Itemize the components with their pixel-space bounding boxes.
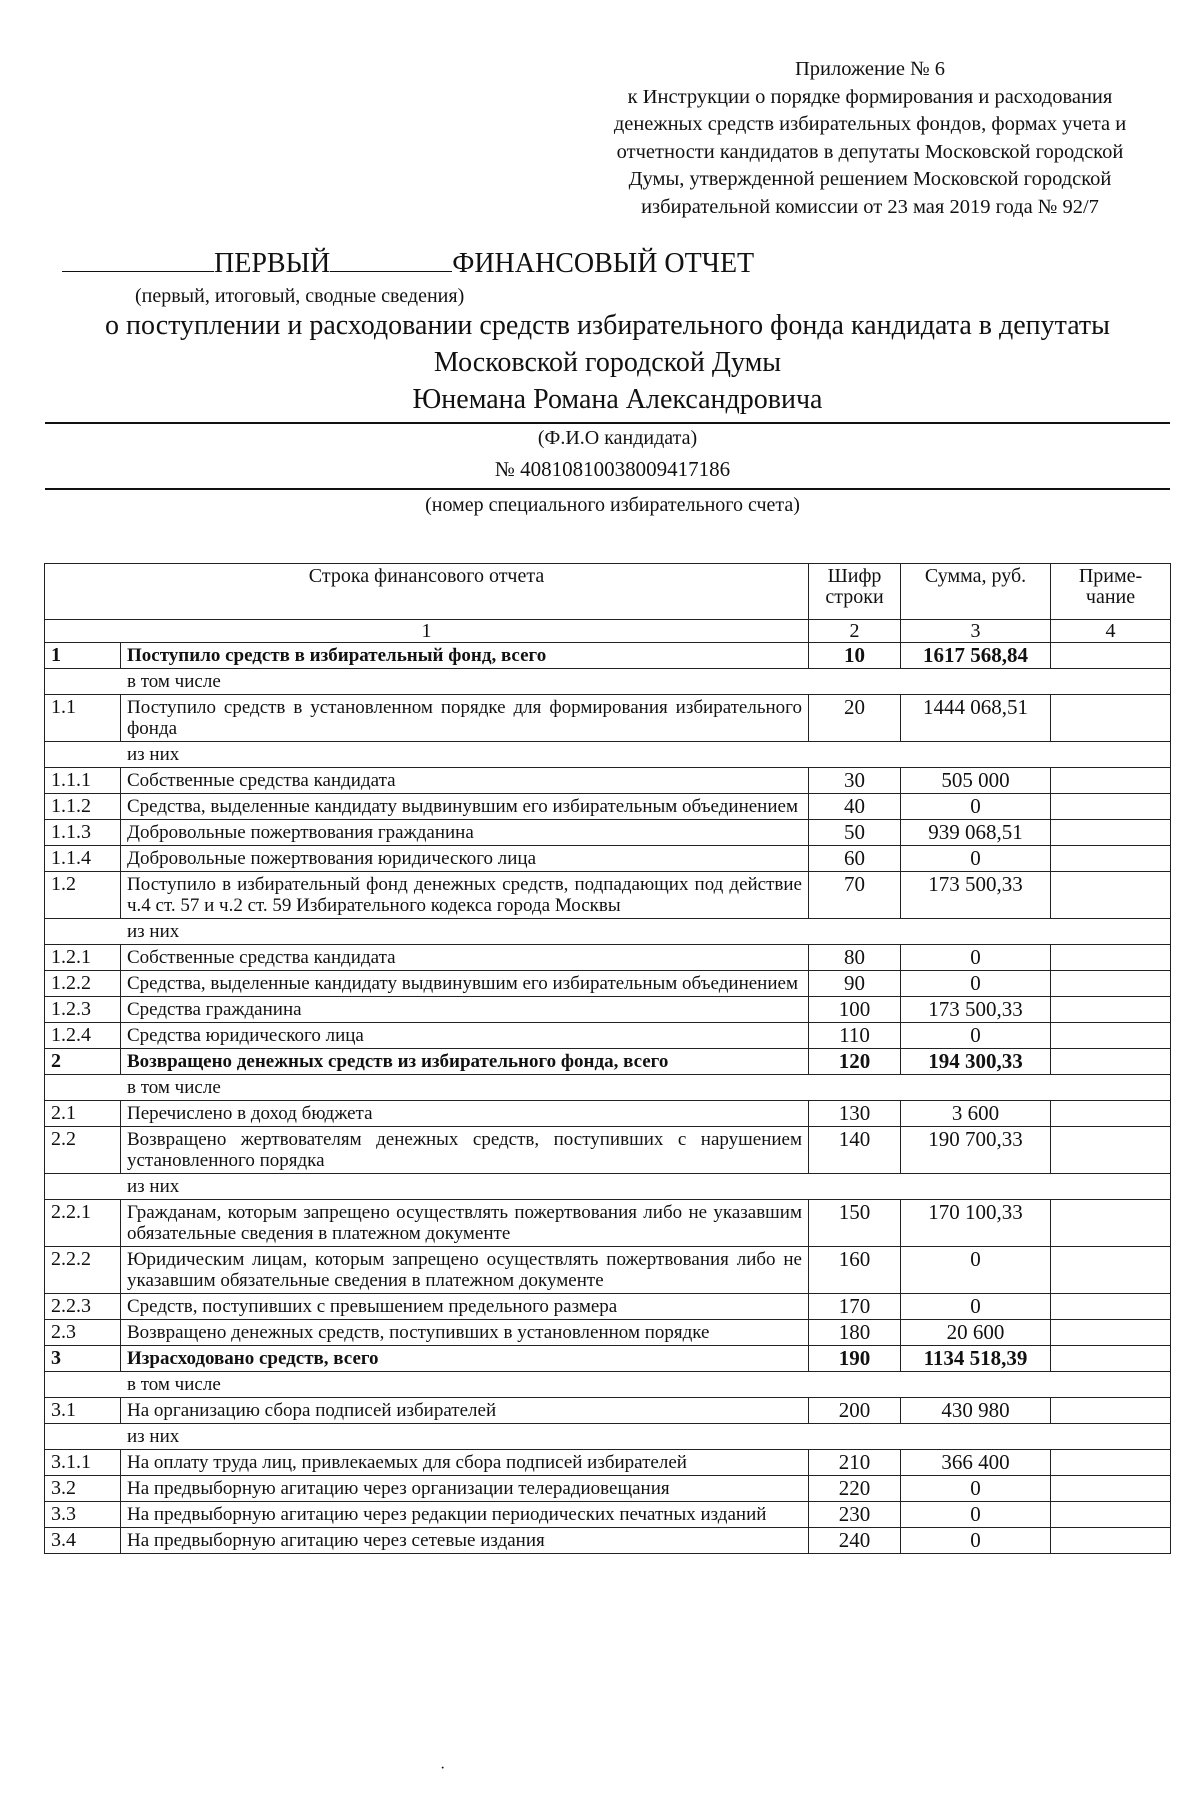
row-description: Средства юридического лица <box>121 1023 809 1049</box>
row-description: Перечислено в доход бюджета <box>121 1101 809 1127</box>
table-row <box>45 1502 1171 1528</box>
row-code: 190 <box>809 1346 901 1372</box>
row-code: 80 <box>809 945 901 971</box>
row-note <box>1051 846 1171 872</box>
row-code: 200 <box>809 1398 901 1424</box>
table-row <box>45 1101 1171 1127</box>
table-index-row <box>45 620 1171 643</box>
row-description: Собственные средства кандидата <box>121 945 809 971</box>
appendix-header <box>565 56 1175 221</box>
table-row <box>45 872 1171 919</box>
row-number: 2.3 <box>45 1320 121 1346</box>
candidate-hint: (Ф.И.О кандидата) <box>537 427 698 449</box>
row-code: 70 <box>809 872 901 919</box>
table-subheader-row <box>45 669 1171 695</box>
row-note <box>1051 872 1171 919</box>
table-row <box>45 997 1171 1023</box>
row-note <box>1051 1528 1171 1554</box>
row-note <box>1051 794 1171 820</box>
row-amount: 0 <box>901 846 1051 872</box>
appendix-line: Думы, утвержденной решением Московской городской <box>628 168 1112 190</box>
table-row <box>45 794 1171 820</box>
header-line: Строка финансового отчета <box>45 564 809 620</box>
index-cell: 4 <box>1051 620 1171 643</box>
row-number: 2.2.2 <box>45 1247 121 1294</box>
row-subheader: в том числе <box>45 1372 1171 1398</box>
row-note <box>1051 1346 1171 1372</box>
table-row <box>45 1528 1171 1554</box>
row-amount: 0 <box>901 1247 1051 1294</box>
row-note <box>1051 1320 1171 1346</box>
row-code: 10 <box>809 643 901 669</box>
row-code: 120 <box>809 1049 901 1075</box>
report-name: ФИНАНСОВЫЙ ОТЧЕТ <box>452 248 755 279</box>
row-note <box>1051 820 1171 846</box>
row-description: Израсходовано средств, всего <box>121 1346 809 1372</box>
row-note <box>1051 1127 1171 1174</box>
table-subheader-row <box>45 1075 1171 1101</box>
row-description: Добровольные пожертвования юридического лица <box>121 846 809 872</box>
table-row <box>45 1023 1171 1049</box>
row-subheader: из них <box>45 1424 1171 1450</box>
row-code: 130 <box>809 1101 901 1127</box>
table-subheader-row <box>45 1424 1171 1450</box>
row-number: 1 <box>45 643 121 669</box>
row-amount: 190 700,33 <box>901 1127 1051 1174</box>
table-subheader-row <box>45 1174 1171 1200</box>
row-subheader: в том числе <box>45 669 1171 695</box>
row-note <box>1051 945 1171 971</box>
appendix-line: к Инструкции о порядке формирования и расходования <box>627 85 1113 108</box>
report-kind: ПЕРВЫЙ <box>214 248 331 279</box>
row-note <box>1051 695 1171 742</box>
report-kind-hint: (первый, итоговый, сводные сведения) <box>135 285 465 307</box>
row-code: 140 <box>809 1127 901 1174</box>
table-subheader-row <box>45 742 1171 768</box>
row-number: 2.2.1 <box>45 1200 121 1247</box>
financial-report-table <box>44 563 1171 1554</box>
row-number: 1.1.1 <box>45 768 121 794</box>
row-description: На предвыборную агитацию через редакции периодических печатных изданий <box>121 1502 809 1528</box>
row-description: На оплату труда лиц, привлекаемых для сбора подписей избирателей <box>121 1450 809 1476</box>
row-description: Средства, выделенные кандидату выдвинувшим его избирательным объединением <box>121 794 809 820</box>
row-amount: 173 500,33 <box>901 997 1051 1023</box>
row-subheader: в том числе <box>45 1075 1171 1101</box>
row-description: Собственные средства кандидата <box>121 768 809 794</box>
row-subheader: из них <box>45 742 1171 768</box>
blank-line <box>330 249 452 272</box>
table-row <box>45 1294 1171 1320</box>
row-code: 100 <box>809 997 901 1023</box>
row-description: Поступило в избирательный фонд денежных средств, подпадающих под действие ч.4 ст. 57 и ч.2 ст. 59 Избирательного кодекса города Москвы <box>121 872 809 919</box>
table-row <box>45 1320 1171 1346</box>
row-description: Возвращено денежных средств, поступивших в установленном порядке <box>121 1320 809 1346</box>
row-amount: 1444 068,51 <box>901 695 1051 742</box>
row-note <box>1051 643 1171 669</box>
row-code: 20 <box>809 695 901 742</box>
row-note <box>1051 1450 1171 1476</box>
account-underline <box>45 488 1170 490</box>
row-number: 1.1 <box>45 695 121 742</box>
row-amount: 1134 518,39 <box>901 1346 1051 1372</box>
report-subject-line2: Московской городской Думы <box>433 347 782 378</box>
appendix-line: избирательной комиссии от 23 мая 2019 года № 92/7 <box>641 195 1099 218</box>
row-subheader: из них <box>45 919 1171 945</box>
row-amount: 0 <box>901 1023 1051 1049</box>
row-number: 3.4 <box>45 1528 121 1554</box>
row-code: 210 <box>809 1450 901 1476</box>
row-note <box>1051 971 1171 997</box>
scan-speck: · <box>440 1760 446 1777</box>
row-amount: 939 068,51 <box>901 820 1051 846</box>
row-number: 3.1 <box>45 1398 121 1424</box>
table-row <box>45 1346 1171 1372</box>
row-number: 2.1 <box>45 1101 121 1127</box>
index-cell: 2 <box>809 620 901 643</box>
row-code: 40 <box>809 794 901 820</box>
row-amount: 366 400 <box>901 1450 1051 1476</box>
row-code: 160 <box>809 1247 901 1294</box>
table-row <box>45 846 1171 872</box>
row-subheader: из них <box>45 1174 1171 1200</box>
row-description: Юридическим лицам, которым запрещено осуществлять пожертвования либо не указавшим обязательные сведения в платежном документе <box>121 1247 809 1294</box>
row-description: На предвыборную агитацию через организации телерадиовещания <box>121 1476 809 1502</box>
row-number: 3 <box>45 1346 121 1372</box>
table-row <box>45 820 1171 846</box>
table-row <box>45 1200 1171 1247</box>
row-amount: 1617 568,84 <box>901 643 1051 669</box>
row-number: 2.2.3 <box>45 1294 121 1320</box>
appendix-line: отчетности кандидатов в депутаты Московской городской <box>616 140 1124 163</box>
row-note <box>1051 1294 1171 1320</box>
candidate-name: Юнемана Романа Александровича <box>412 384 823 415</box>
table-row <box>45 1398 1171 1424</box>
index-cell: 1 <box>45 620 809 643</box>
row-code: 110 <box>809 1023 901 1049</box>
row-code: 170 <box>809 1294 901 1320</box>
row-amount: 0 <box>901 1476 1051 1502</box>
row-code: 220 <box>809 1476 901 1502</box>
row-description: Средства, выделенные кандидату выдвинувшим его избирательным объединением <box>121 971 809 997</box>
row-number: 1.1.2 <box>45 794 121 820</box>
table-row <box>45 945 1171 971</box>
row-code: 230 <box>809 1502 901 1528</box>
header-sum: Сумма, руб. <box>901 564 1051 620</box>
table-row <box>45 1049 1171 1075</box>
blank-line <box>62 249 214 272</box>
row-number: 3.1.1 <box>45 1450 121 1476</box>
table-subheader-row <box>45 919 1171 945</box>
row-code: 180 <box>809 1320 901 1346</box>
row-amount: 20 600 <box>901 1320 1051 1346</box>
report-title <box>62 248 802 280</box>
row-note <box>1051 1101 1171 1127</box>
row-description: На предвыборную агитацию через сетевые издания <box>121 1528 809 1554</box>
row-number: 2 <box>45 1049 121 1075</box>
row-number: 1.2.2 <box>45 971 121 997</box>
row-note <box>1051 1502 1171 1528</box>
row-description: Поступило средств в избирательный фонд, всего <box>121 643 809 669</box>
index-cell: 3 <box>901 620 1051 643</box>
row-amount: 0 <box>901 1528 1051 1554</box>
row-number: 2.2 <box>45 1127 121 1174</box>
row-code: 90 <box>809 971 901 997</box>
account-hint: (номер специального избирательного счета) <box>425 494 800 516</box>
table-row <box>45 695 1171 742</box>
row-note <box>1051 1049 1171 1075</box>
row-code: 50 <box>809 820 901 846</box>
row-amount: 173 500,33 <box>901 872 1051 919</box>
row-description: Средства гражданина <box>121 997 809 1023</box>
row-amount: 170 100,33 <box>901 1200 1051 1247</box>
table-row <box>45 768 1171 794</box>
header-code: Шифр строки <box>809 564 901 620</box>
row-number: 3.2 <box>45 1476 121 1502</box>
row-code: 150 <box>809 1200 901 1247</box>
row-description: Добровольные пожертвования гражданина <box>121 820 809 846</box>
row-note <box>1051 768 1171 794</box>
table-row <box>45 1127 1171 1174</box>
row-amount: 194 300,33 <box>901 1049 1051 1075</box>
table-subheader-row <box>45 1372 1171 1398</box>
row-number: 3.3 <box>45 1502 121 1528</box>
appendix-line: денежных средств избирательных фондов, формах учета и <box>613 113 1127 135</box>
table-row <box>45 1247 1171 1294</box>
row-description: Гражданам, которым запрещено осуществлять пожертвования либо не указавшим обязательные сведения в платежном документе <box>121 1200 809 1247</box>
table-row <box>45 1476 1171 1502</box>
table-row <box>45 643 1171 669</box>
appendix-line: Приложение № 6 <box>794 58 946 80</box>
row-amount: 0 <box>901 971 1051 997</box>
row-number: 1.2.3 <box>45 997 121 1023</box>
row-amount: 3 600 <box>901 1101 1051 1127</box>
row-number: 1.2.4 <box>45 1023 121 1049</box>
candidate-underline <box>45 422 1170 424</box>
row-number: 1.1.3 <box>45 820 121 846</box>
row-amount: 0 <box>901 1294 1051 1320</box>
row-description: Поступило средств в установленном порядке для формирования избирательного фонда <box>121 695 809 742</box>
row-description: Возвращено жертвователям денежных средств, поступивших с нарушением установленного порядка <box>121 1127 809 1174</box>
row-amount: 430 980 <box>901 1398 1051 1424</box>
row-note <box>1051 1247 1171 1294</box>
report-subject-line1: о поступлении и расходовании средств избирательного фонда кандидата в депутаты <box>105 310 1110 341</box>
row-code: 60 <box>809 846 901 872</box>
row-number: 1.1.4 <box>45 846 121 872</box>
row-description: На организацию сбора подписей избирателей <box>121 1398 809 1424</box>
row-description: Возвращено денежных средств из избирательного фонда, всего <box>121 1049 809 1075</box>
row-code: 240 <box>809 1528 901 1554</box>
row-note <box>1051 1200 1171 1247</box>
row-note <box>1051 1476 1171 1502</box>
table-header-row <box>45 564 1171 620</box>
row-amount: 0 <box>901 945 1051 971</box>
row-amount: 505 000 <box>901 768 1051 794</box>
table-row <box>45 971 1171 997</box>
row-code: 30 <box>809 768 901 794</box>
row-amount: 0 <box>901 1502 1051 1528</box>
account-number: № 40810810038009417186 <box>494 457 731 481</box>
row-number: 1.2.1 <box>45 945 121 971</box>
row-note <box>1051 1398 1171 1424</box>
row-note <box>1051 1023 1171 1049</box>
row-note <box>1051 997 1171 1023</box>
table-row <box>45 1450 1171 1476</box>
row-number: 1.2 <box>45 872 121 919</box>
header-note: Приме-чание <box>1051 564 1171 620</box>
row-amount: 0 <box>901 794 1051 820</box>
row-description: Средств, поступивших с превышением предельного размера <box>121 1294 809 1320</box>
